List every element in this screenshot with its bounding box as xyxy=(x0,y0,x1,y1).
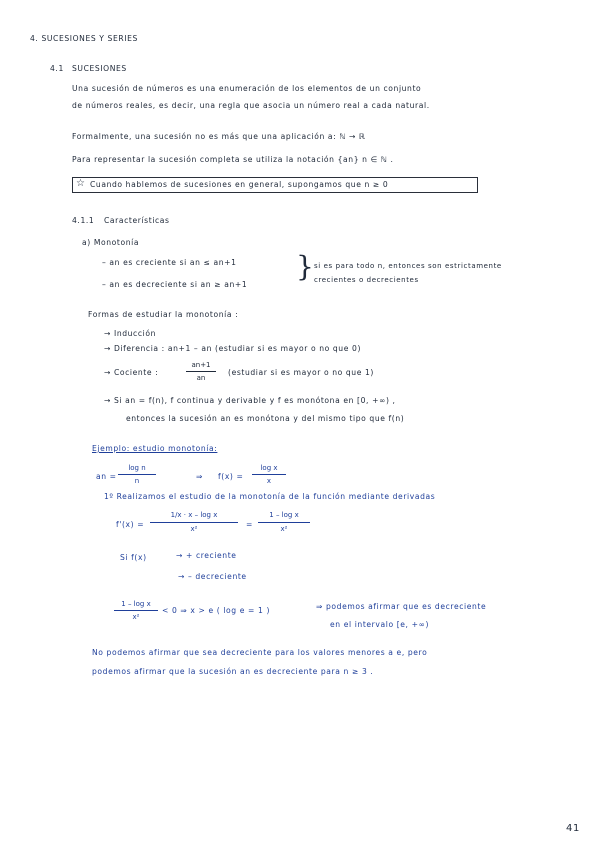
derivative-numerator-a: 1/x · x – log x xyxy=(170,511,218,519)
monotony-label: a) Monotonía xyxy=(82,238,140,247)
form-quotient-label: → Cociente : xyxy=(104,368,159,377)
increasing-case: → + creciente xyxy=(176,551,237,560)
conclusion-line-2: en el intervalo [e, +∞) xyxy=(330,620,430,629)
sequence-bar xyxy=(118,474,156,475)
step-one: 1º Realizamos el estudio de la monotonía de la función mediante derivadas xyxy=(104,492,436,501)
quotient-bar xyxy=(186,371,216,372)
strict-note-2: crecientes o decrecientes xyxy=(314,276,419,284)
quotient-denominator: an xyxy=(196,374,206,382)
function-bar xyxy=(252,474,286,475)
increasing-def: – an es creciente si an ≤ an+1 xyxy=(102,258,237,267)
section-number: 4.1 xyxy=(50,64,64,73)
curly-brace: } xyxy=(296,250,314,283)
implies-arrow: ⇒ xyxy=(196,472,203,481)
function-lhs: f(x) = xyxy=(218,472,244,481)
derivative-denominator-b: x² xyxy=(280,525,288,533)
strict-note-1: si es para todo n, entonces son estrictamente xyxy=(314,262,502,270)
quotient-condition: (estudiar si es mayor o no que 1) xyxy=(228,368,374,377)
form-function-line-1: → Si an = f(n), f continua y derivable y f es monótona en [0, +∞) , xyxy=(104,396,396,405)
form-difference: → Diferencia : an+1 – an (estudiar si es mayor o no que 0) xyxy=(104,344,362,353)
sign-analysis-label: Si f(x) xyxy=(120,553,147,562)
sequence-denominator: n xyxy=(134,477,140,485)
derivative-bar-b xyxy=(258,522,310,523)
final-remark-2: podemos afirmar que la sucesión an es decreciente para n ≥ 3 . xyxy=(92,667,374,676)
derivative-bar-a xyxy=(150,522,238,523)
page-number: 41 xyxy=(566,823,580,834)
decreasing-def: – an es decreciente si an ≥ an+1 xyxy=(102,280,248,289)
sequence-numerator: log n xyxy=(128,464,146,472)
inequality-denominator: x² xyxy=(132,613,140,621)
form-induction: → Inducción xyxy=(104,329,156,338)
derivative-lhs: f'(x) = xyxy=(116,520,145,529)
subsection-title: Características xyxy=(104,216,170,225)
conclusion-line-1: ⇒ podemos afirmar que es decreciente xyxy=(316,602,487,611)
notation-line: Para representar la sucesión completa se utiliza la notación {an} n ∈ ℕ . xyxy=(72,155,394,164)
decreasing-case: → – decreciente xyxy=(178,572,247,581)
section-title: SUCESIONES xyxy=(72,64,127,73)
function-denominator: x xyxy=(266,477,272,485)
derivative-numerator-b: 1 – log x xyxy=(269,511,299,519)
form-function-line-2: entonces la sucesión an es monótona y del mismo tipo que f(n) xyxy=(126,414,405,423)
inequality-numerator: 1 – log x xyxy=(121,600,151,608)
function-numerator: log x xyxy=(260,464,278,472)
final-remark-1: No podemos afirmar que sea decreciente para los valores menores a e, pero xyxy=(92,648,428,657)
inequality-bar xyxy=(114,610,158,611)
sequence-lhs: an = xyxy=(96,472,117,481)
definition-line-2: de números reales, es decir, una regla que asocia un número real a cada natural. xyxy=(72,101,430,110)
equals-sign: = xyxy=(246,520,253,529)
chapter-heading: 4. SUCESIONES Y SERIES xyxy=(30,34,138,43)
forms-heading: Formas de estudiar la monotonía : xyxy=(88,310,239,319)
star-icon: ☆ xyxy=(76,178,86,189)
subsection-number: 4.1.1 xyxy=(72,216,95,225)
formal-definition: Formalmente, una sucesión no es más que una aplicación a: ℕ → ℝ xyxy=(72,132,366,141)
derivative-denominator-a: x² xyxy=(190,525,198,533)
definition-line-1: Una sucesión de números es una enumeración de los elementos de un conjunto xyxy=(72,84,422,93)
example-title: Ejemplo: estudio monotonía: xyxy=(92,444,218,453)
quotient-numerator: an+1 xyxy=(191,361,211,369)
boxed-note-text: Cuando hablemos de sucesiones en general, supongamos que n ≥ 0 xyxy=(90,180,389,189)
inequality-solution: < 0 ⇒ x > e ( log e = 1 ) xyxy=(162,606,271,615)
